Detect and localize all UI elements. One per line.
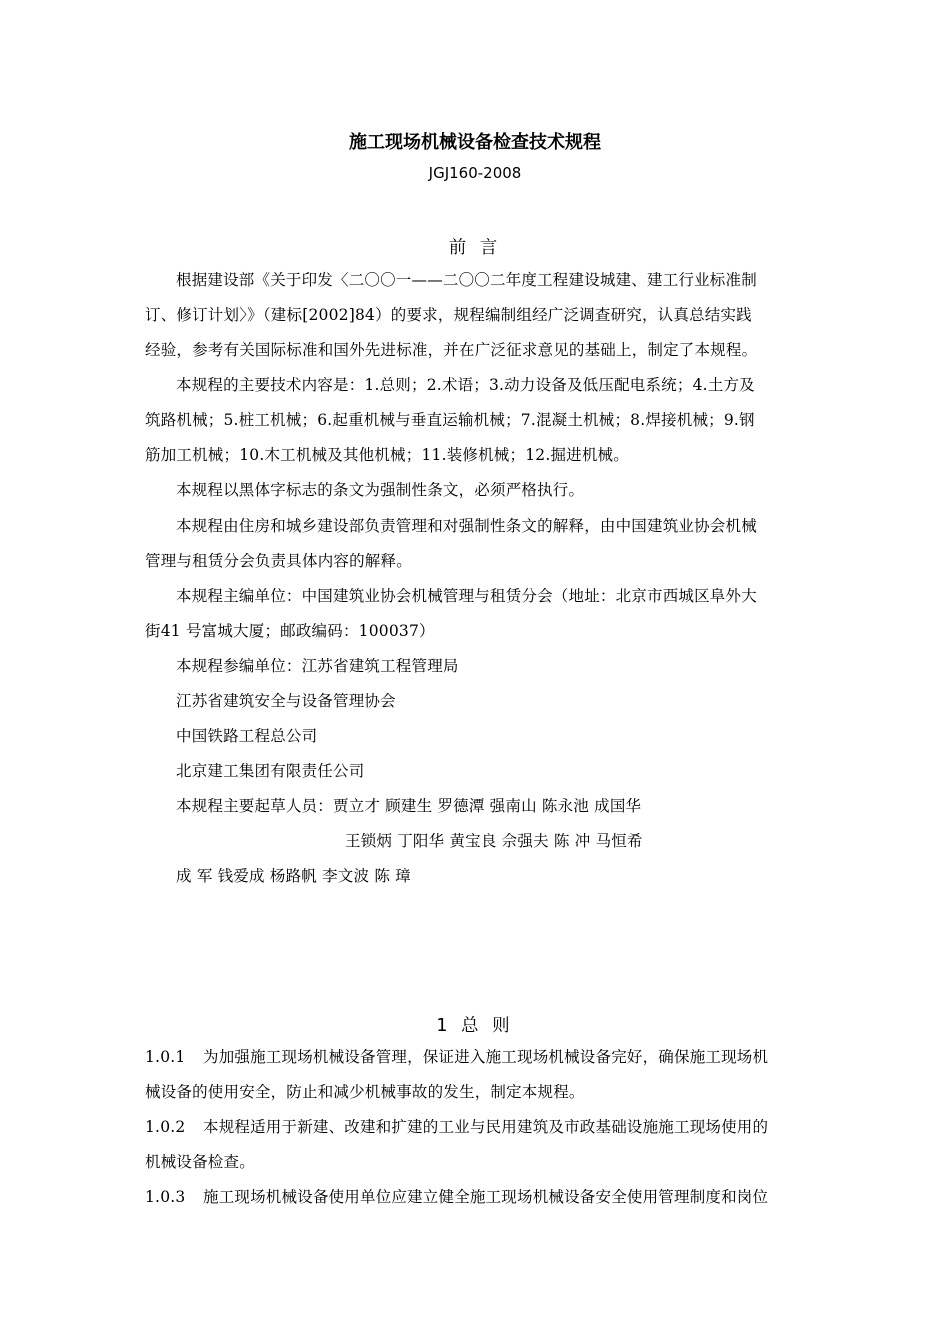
foreword-line: 本规程主编单位：中国建筑业协会机械管理与租赁分会（地址：北京市西城区阜外大 <box>176 587 757 605</box>
foreword-line: 管理与租赁分会负责具体内容的解释。 <box>145 552 412 570</box>
foreword-line: 街41 号富城大厦；邮政编码：100037） <box>145 622 435 640</box>
foreword-line: 本规程参编单位：江苏省建筑工程管理局 <box>176 657 459 675</box>
foreword-line: 本规程以黑体字标志的条文为强制性条文，必须严格执行。 <box>176 481 585 499</box>
document-code: JGJ160-2008 <box>428 164 522 182</box>
clause-number: 1.0.2 <box>145 1118 186 1136</box>
foreword-line: 本规程的主要技术内容是：1.总则；2.术语；3.动力设备及低压配电系统；4.土方及 <box>176 376 755 394</box>
foreword-line: 筑路机械；5.桩工机械；6.起重机械与垂直运输机械；7.混凝土机械；8.焊接机械；9.钢 <box>145 411 755 429</box>
foreword-line: 北京建工集团有限责任公司 <box>176 762 365 780</box>
foreword-line: 中国铁路工程总公司 <box>176 727 318 745</box>
foreword-line: 经验，参考有关国际标准和国外先进标准，并在广泛征求意见的基础上，制定了本规程。 <box>145 341 758 359</box>
clause-line: 机械设备检查。 <box>145 1153 255 1171</box>
chapter-heading: 1 总 则 <box>436 1016 514 1036</box>
drafters-line: 王锁炳 丁阳华 黄宝良 佘强夫 陈 冲 马恒希 <box>345 832 643 850</box>
clause-number: 1.0.1 <box>145 1048 186 1066</box>
clause-line <box>145 1047 768 1067</box>
foreword-line: 订、修订计划〉》（建标[2002]84）的要求，规程编制组经广泛调查研究，认真总结实践 <box>145 306 752 324</box>
clause-line: 械设备的使用安全，防止和减少机械事故的发生，制定本规程。 <box>145 1083 585 1101</box>
drafters-line: 本规程主要起草人员：贾立才 顾建生 罗德潭 强南山 陈永池 成国华 <box>176 797 642 815</box>
clause-text: 施工现场机械设备使用单位应建立健全施工现场机械设备安全使用管理制度和岗位 <box>203 1188 769 1206</box>
document-title: 施工现场机械设备检查技术规程 <box>349 132 601 153</box>
clause-text: 本规程适用于新建、改建和扩建的工业与民用建筑及市政基础设施施工现场使用的 <box>203 1118 769 1136</box>
drafters-line: 成 军 钱爱成 杨路帆 李文波 陈 璋 <box>176 867 411 885</box>
foreword-line: 本规程由住房和城乡建设部负责管理和对强制性条文的解释，由中国建筑业协会机械 <box>176 517 757 535</box>
foreword-heading: 前 言 <box>448 238 502 258</box>
foreword-line: 根据建设部《关于印发〈二〇〇一——二〇〇二年度工程建设城建、建工行业标准制 <box>176 271 757 289</box>
foreword-line: 筋加工机械；10.木工机械及其他机械；11.装修机械；12.掘进机械。 <box>145 446 629 464</box>
foreword-line: 江苏省建筑安全与设备管理协会 <box>176 692 396 710</box>
clause-line <box>145 1187 768 1207</box>
clause-line <box>145 1117 768 1137</box>
clause-number: 1.0.3 <box>145 1188 186 1206</box>
clause-text: 为加强施工现场机械设备管理，保证进入施工现场机械设备完好，确保施工现场机 <box>203 1048 769 1066</box>
